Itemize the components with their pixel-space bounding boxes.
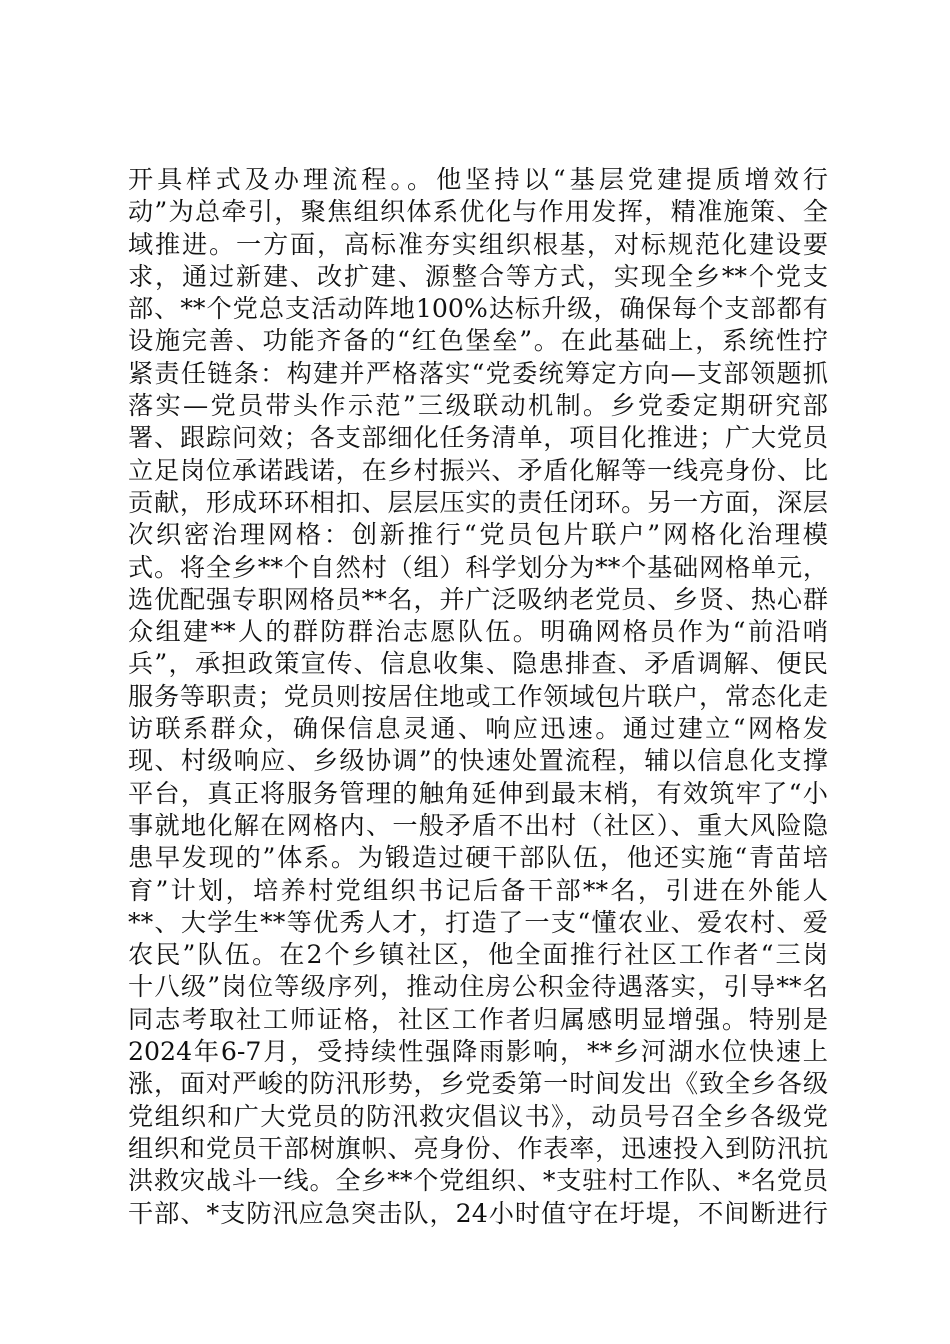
text-line: 十八级”岗位等级序列，推动住房公积金待遇落实，引导**名 (128, 972, 828, 1002)
text-line: **、大学生**等优秀人才，打造了一支“懂农业、爱农村、爱 (128, 907, 828, 937)
text-line: 育”计划，培养村党组织书记后备干部**名，引进在外能人 (128, 875, 828, 905)
text-line: 农民”队伍。在2个乡镇社区，他全面推行社区工作者“三岗 (128, 940, 828, 970)
text-line: 求，通过新建、改扩建、源整合等方式，实现全乡**个党支 (128, 261, 828, 291)
text-line: 式。将全乡**个自然村（组）科学划分为**个基础网格单元， (128, 552, 828, 582)
text-line: 现、村级响应、乡级协调”的快速处置流程，辅以信息化支撑 (128, 746, 828, 776)
text-line: 组织和党员干部树旗帜、亮身份、作表率，迅速投入到防汛抗 (128, 1133, 828, 1163)
text-line: 开具样式及办理流程。。他坚持以“基层党建提质增效行 (128, 165, 828, 194)
text-line: 立足岗位承诺践诺，在乡村振兴、矛盾化解等一线亮身份、比 (128, 455, 828, 485)
text-line: 紧责任链条：构建并严格落实“党委统筹定方向—支部领题抓 (128, 358, 828, 388)
text-line: 服务等职责；党员则按居住地或工作领域包片联户，常态化走 (128, 681, 828, 711)
text-line: 动”为总牵引，聚焦组织体系优化与作用发挥，精准施策、全 (128, 197, 828, 227)
text-line: 干部、*支防汛应急突击队，24小时值守在圩堤，不间断进行 (128, 1198, 828, 1228)
text-line: 同志考取社工师证格，社区工作者归属感明显增强。特别是 (128, 1004, 828, 1034)
text-line: 落实—党员带头作示范”三级联动机制。乡党委定期研究部 (128, 391, 828, 421)
text-line: 部、**个党总支活动阵地100%达标升级，确保每个支部都有 (128, 294, 828, 324)
text-line: 设施完善、功能齐备的“红色堡垒”。在此基础上，系统性拧 (128, 326, 828, 356)
text-line: 选优配强专职网格员**名，并广泛吸纳老党员、乡贤、热心群 (128, 584, 828, 614)
text-line: 兵”，承担政策宣传、信息收集、隐患排查、矛盾调解、便民 (128, 649, 828, 679)
text-line: 平台，真正将服务管理的触角延伸到最末梢，有效筑牢了“小 (128, 778, 828, 808)
text-line: 事就地化解在网格内、一般矛盾不出村（社区）、重大风险隐 (128, 810, 828, 840)
text-line: 洪救灾战斗一线。全乡**个党组织、*支驻村工作队、*名党员 (128, 1166, 828, 1196)
text-line: 2024年6-7月，受持续性强降雨影响，**乡河湖水位快速上 (128, 1037, 828, 1067)
text-line: 涨，面对严峻的防汛形势，乡党委第一时间发出《致全乡各级 (128, 1069, 828, 1099)
text-line: 署、跟踪问效；各支部细化任务清单，项目化推进；广大党员 (128, 423, 828, 453)
text-line: 众组建**人的群防群治志愿队伍。明确网格员作为“前沿哨 (128, 617, 828, 647)
text-line: 次织密治理网格：创新推行“党员包片联户”网格化治理模 (128, 520, 828, 550)
text-line: 访联系群众，确保信息灵通、响应迅速。通过建立“网格发 (128, 714, 828, 744)
text-line: 患早发现的”体系。为锻造过硬干部队伍，他还实施“青苗培 (128, 843, 828, 873)
text-line: 域推进。一方面，高标准夯实组织根基，对标规范化建设要 (128, 229, 828, 259)
text-line: 贡献，形成环环相扣、层层压实的责任闭环。另一方面，深层 (128, 487, 828, 517)
text-line: 党组织和广大党员的防汛救灾倡议书》，动员号召全乡各级党 (128, 1101, 828, 1131)
body-text (128, 164, 828, 1230)
